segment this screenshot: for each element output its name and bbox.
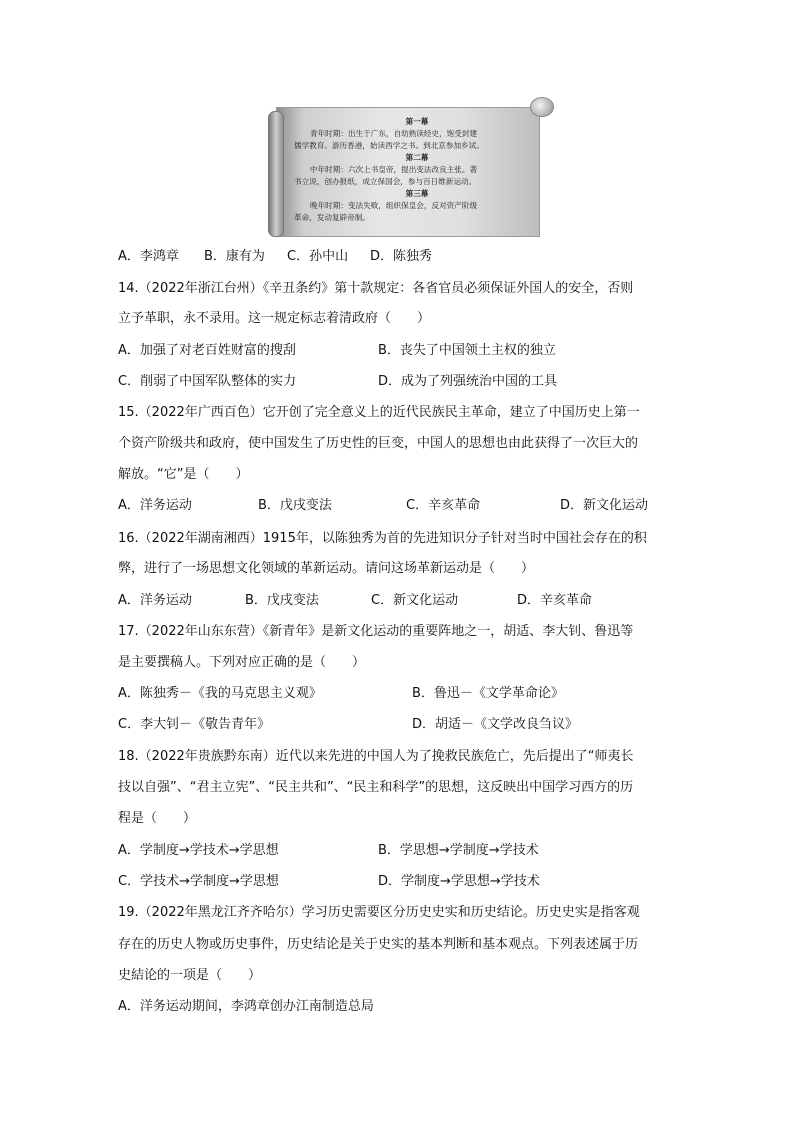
q14-option-a: A．加强了对老百姓财富的搜刮 (118, 343, 296, 358)
q15-option-b: B．戊戌变法 (258, 498, 332, 513)
scroll-roll-top (530, 97, 554, 117)
q19-line2: 存在的历史人物或历史事件，历史结论是关于史实的基本判断和基本观点。下列表述属于历 (118, 937, 639, 952)
q17-line2: 是主要撰稿人。下列对应正确的是（ ） (118, 655, 366, 670)
q17-option-a: A．陈独秀－《我的马克思主义观》 (118, 686, 322, 701)
act2-title: 第二幕 (405, 153, 429, 162)
scroll-illustration (268, 97, 552, 237)
q16-line1: 16.（2022年湖南湘西）1915年，以陈独秀为首的先进知识分子针对当时中国社会存在的积 (118, 531, 647, 546)
q17-option-d: D．胡适－《文学改良刍议》 (412, 717, 579, 732)
q14-line1: 14.（2022年浙江台州）《辛丑条约》第十款规定：各省官员必须保证外国人的安全，否则 (118, 281, 634, 296)
q15-line1: 15.（2022年广西百色）它开创了完全意义上的近代民族民主革命，建立了中国历史上第一 (118, 405, 640, 420)
q19-option-a: A．洋务运动期间，李鸿章创办江南制造总局 (118, 999, 374, 1014)
q18-option-d: D．学制度→学思想→学技术 (378, 874, 540, 889)
q14-line2: 立予革职，永不录用。这一规定标志着清政府（ ） (118, 311, 431, 326)
q15-option-a: A．洋务运动 (118, 498, 192, 513)
act1-line1: 青年时期：出生于广东，自幼熟读经史，饱受封建 (310, 129, 478, 138)
act1-line2: 儒学教育。游历香港，始读西学之书。到北京参加乡试。 (294, 141, 484, 150)
q18-line2: 技以自强”、“君主立宪”、“民主共和”、“民主和科学”的思想，这反映出中国学习西方的历 (118, 780, 634, 795)
q13-option-c: C．孙中山 (287, 249, 349, 264)
q16-option-a: A．洋务运动 (118, 593, 192, 608)
q18-option-a: A．学制度→学技术→学思想 (118, 843, 279, 858)
q15-option-d: D．新文化运动 (560, 498, 649, 513)
q16-option-d: D．辛亥革命 (517, 593, 593, 608)
q17-option-b: B．鲁迅－《文学革命论》 (412, 686, 564, 701)
q18-line3: 程是（ ） (118, 811, 197, 826)
q18-line1: 18.（2022年贵族黔东南）近代以来先进的中国人为了挽救民族危亡，先后提出了“师夷长 (118, 749, 634, 764)
q14-option-b: B．丧失了中国领土主权的独立 (378, 343, 556, 358)
scroll-text (294, 116, 540, 224)
q15-option-c: C．辛亥革命 (406, 498, 481, 513)
q15-line2: 个资产阶级共和政府，使中国发生了历史性的巨变，中国人的思想也由此获得了一次巨大的 (118, 436, 639, 451)
act3-line2: 革命，发动复辟帝制。 (294, 213, 370, 222)
q15-line3: 解放。“它”是（ ） (118, 467, 249, 482)
act1-title: 第一幕 (405, 117, 429, 126)
q18-option-b: B．学思想→学制度→学技术 (378, 843, 539, 858)
q13-option-a: A．李鸿章 (118, 249, 179, 264)
q19-line3: 史結论的一项是（ ） (118, 968, 262, 983)
q13-option-b: B．康有为 (204, 249, 265, 264)
q14-option-d: D．成为了列强统治中国的工具 (378, 374, 558, 389)
act2-line1: 中年时期：六次上书皇帝，提出变法改良主张。著 (310, 165, 478, 174)
q17-option-c: C．李大钊－《敬告青年》 (118, 717, 271, 732)
q16-line2: 弊，进行了一场思想文化领域的革新运动。请问这场革新运动是（ ） (118, 561, 535, 576)
q13-option-d: D．陈独秀 (370, 249, 433, 264)
act2-line2: 书立说，创办报纸，成立保国会，参与百日维新运动。 (294, 177, 477, 186)
q16-option-b: B．戊戌变法 (245, 593, 319, 608)
q16-option-c: C．新文化运动 (371, 593, 459, 608)
q19-line1: 19.（2022年黑龙江齐齐哈尔）学习历史需要区分历史史实和历史结论。历史史实是指客观 (118, 905, 640, 920)
act3-line1: 晚年时期：变法失败，组织保皇会，反对资产阶级 (310, 201, 478, 210)
q17-line1: 17.（2022年山东东营）《新青年》是新文化运动的重要阵地之一，胡适、李大钊、鲁迅等 (118, 624, 634, 639)
q18-option-c: C．学技术→学制度→学思想 (118, 874, 279, 889)
scroll-roll-left (268, 111, 284, 237)
q14-option-c: C．削弱了中国军队整体的实力 (118, 374, 297, 389)
act3-title: 第三幕 (405, 189, 429, 198)
